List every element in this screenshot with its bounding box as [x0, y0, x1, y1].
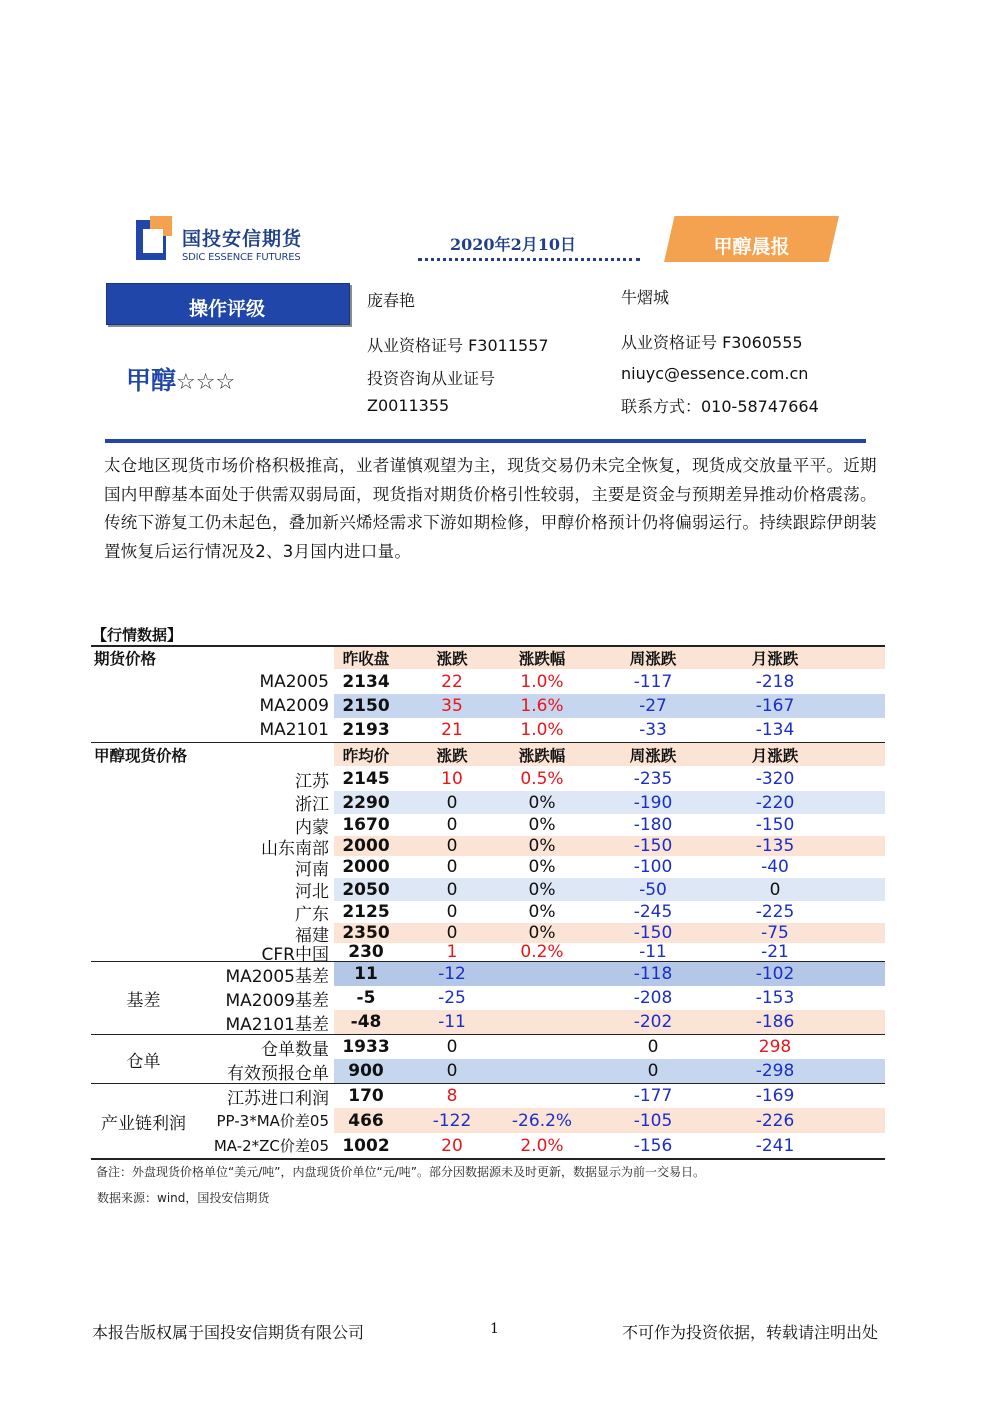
row-month: -241: [755, 1135, 795, 1156]
row-change: 35: [441, 696, 463, 716]
row-month: -218: [755, 672, 795, 692]
futures-header-row: [91, 647, 885, 669]
table-bottom-border: [91, 1158, 885, 1160]
table-row: [91, 1059, 885, 1083]
analyst-1-consult-label: 投资咨询从业证号: [367, 369, 496, 388]
row-week: -150: [633, 836, 673, 856]
row-month: -150: [755, 815, 795, 835]
row-change-pct: [499, 962, 585, 986]
table-row: [91, 962, 885, 986]
spot-section-name: 甲醇现货价格: [94, 746, 188, 765]
row-change-pct: 0%: [528, 815, 556, 835]
row-label: 河北: [295, 882, 329, 902]
row-change-pct: 0.2%: [520, 942, 564, 962]
analyst-2-phone: 联系方式：010-58747664: [621, 397, 819, 416]
row-week: -177: [633, 1086, 673, 1106]
table-row: [91, 878, 885, 901]
col-close: 昨收盘: [342, 650, 390, 668]
row-week: -245: [633, 902, 673, 922]
row-label: 仓单数量: [261, 1039, 329, 1060]
row-label: 浙江: [295, 795, 329, 815]
row-label: MA2005基差: [225, 966, 329, 987]
row-label: 江苏: [295, 771, 329, 792]
table-row: [91, 942, 885, 965]
row-week: -11: [639, 942, 667, 962]
row-change-pct: 0%: [528, 923, 556, 943]
col-change: 涨跌: [436, 746, 468, 765]
row-week: -235: [633, 769, 673, 789]
col-change-pct: 涨跌幅: [518, 746, 566, 765]
row-change: 0: [446, 815, 458, 835]
row-price: 2350: [342, 923, 390, 943]
row-month: -153: [755, 988, 795, 1008]
logo-mark-icon: [136, 216, 172, 264]
row-month: 0: [769, 879, 781, 900]
row-month: -102: [755, 964, 795, 984]
table-row: [91, 1010, 885, 1034]
row-week: -50: [639, 879, 667, 900]
row-week: -156: [633, 1135, 673, 1156]
row-month: -220: [755, 792, 795, 813]
row-value: 1002: [342, 1135, 390, 1156]
row-month: 298: [758, 1037, 792, 1057]
col-month: 月涨跌: [751, 746, 799, 765]
row-week: -190: [633, 792, 673, 813]
row-value: 1933: [342, 1037, 390, 1057]
row-label: 有效预报仓单: [227, 1063, 329, 1084]
table-row: [91, 923, 885, 946]
row-label: CFR中国: [261, 944, 329, 965]
row-week: -208: [633, 988, 673, 1008]
row-change-pct: [499, 1059, 585, 1083]
table-row: [91, 1035, 885, 1059]
row-label: MA-2*ZC价差05: [213, 1137, 329, 1155]
row-change-pct: 1.6%: [520, 696, 564, 716]
logo-text-cn: 国投安信期货: [182, 228, 303, 250]
row-value: 170: [348, 1086, 384, 1106]
report-tag-title: 甲醇晨报: [713, 236, 790, 258]
footer-disclaimer: 不可作为投资依据，转载请注明出处: [622, 1323, 879, 1342]
row-change: 0: [446, 792, 458, 813]
row-close: 2134: [342, 672, 390, 692]
row-change-pct: -26.2%: [511, 1110, 573, 1131]
col-week: 周涨跌: [629, 650, 677, 668]
row-week: -118: [633, 964, 673, 984]
row-change: 10: [441, 769, 463, 789]
row-week: -33: [639, 720, 667, 740]
row-month: -225: [755, 902, 795, 922]
product-name: 甲醇: [126, 366, 177, 395]
row-label: MA2009基差: [225, 990, 329, 1011]
rating-title: 操作评级: [188, 298, 265, 320]
row-close: 2150: [342, 696, 390, 716]
row-price: 2000: [342, 836, 390, 856]
row-week: 0: [647, 1061, 659, 1081]
row-label: PP-3*MA价差05: [216, 1112, 329, 1130]
table-row: [91, 901, 885, 923]
row-change-pct: 0%: [528, 792, 556, 813]
row-change-pct: [499, 1010, 585, 1034]
market-summary: 太仓地区现货市场价格积极推高，业者谨慎观望为主，现货交易仍未完全恢复，现货成交放量平平。近期国内甲醇基本面处于供需双弱局面，现货指对期货价格引性较弱，主要是资金与预期差异推动价格震荡。传统下游复工仍未起色，叠加新兴烯烃需求下游如期检修，甲醇价格预计仍将偏弱运行。持续跟踪伊朗装置恢复后运行情况及2、3月国内进口量。: [104, 456, 877, 561]
data-source: 数据来源：wind，国投安信期货: [97, 1191, 270, 1205]
col-change: 涨跌: [436, 650, 468, 668]
row-label: 河南: [295, 859, 329, 880]
analyst-2-name: 牛熠城: [621, 288, 670, 307]
table-row: [91, 767, 885, 791]
date-underline: [418, 258, 640, 261]
row-week: -105: [633, 1110, 673, 1131]
row-change: 0: [446, 879, 458, 900]
row-value: 11: [354, 964, 378, 984]
row-month: -134: [755, 720, 795, 740]
table-row: [91, 836, 885, 859]
row-price: 2050: [342, 879, 390, 900]
row-month: -298: [755, 1061, 795, 1081]
product-rating: [126, 361, 235, 397]
row-change: 1: [446, 942, 458, 962]
row-value: 466: [348, 1110, 384, 1131]
row-week: -27: [639, 696, 667, 716]
row-change: 0: [446, 857, 458, 877]
row-change-pct: 2.0%: [520, 1135, 564, 1156]
row-change-pct: 0.5%: [520, 769, 564, 789]
table-row: [91, 791, 885, 814]
group-label-profit: 产业链利润: [101, 1113, 186, 1134]
logo-text-en: SDIC ESSENCE FUTURES: [182, 252, 301, 263]
row-change: 8: [446, 1086, 458, 1106]
row-label: 广东: [295, 904, 329, 925]
company-logo: [136, 216, 306, 268]
row-price: 2290: [342, 792, 390, 813]
row-change: -12: [438, 964, 466, 984]
table-row: [91, 814, 885, 836]
analyst-2-email[interactable]: niuyc@essence.com.cn: [621, 364, 809, 383]
table-row: [91, 1084, 885, 1108]
rating-stars: ☆☆☆: [176, 370, 236, 395]
row-label: 山东南部: [261, 838, 329, 859]
group-label-warrant: 仓单: [126, 1051, 161, 1072]
row-change-pct: 1.0%: [520, 720, 564, 740]
row-month: -40: [761, 857, 789, 877]
row-value: 900: [348, 1061, 384, 1081]
analyst-2-cert: 从业资格证号 F3060555: [621, 333, 803, 352]
row-change: 20: [441, 1135, 463, 1156]
analyst-1-name: 庞春艳: [367, 291, 416, 310]
row-change-pct: [499, 1035, 585, 1059]
row-month: -75: [761, 923, 789, 943]
row-value: -5: [356, 988, 376, 1008]
table-row: [91, 694, 885, 718]
page-number: 1: [490, 1321, 499, 1337]
futures-section-name: 期货价格: [94, 650, 157, 668]
section-divider: [105, 439, 866, 443]
row-month: -186: [755, 1012, 795, 1032]
col-week: 周涨跌: [629, 746, 677, 765]
table-row: [91, 670, 885, 694]
footer-copyright: 本报告版权属于国投安信期货有限公司: [92, 1323, 365, 1342]
row-change: 22: [441, 672, 463, 692]
table-row: [91, 856, 885, 878]
row-price: 2145: [342, 769, 390, 789]
group-label-basis: 基差: [126, 990, 161, 1011]
row-change: 21: [441, 720, 463, 740]
row-label: MA2101基差: [225, 1014, 329, 1035]
col-month: 月涨跌: [751, 650, 799, 668]
row-label: 福建: [295, 925, 329, 946]
market-data-title: 【行情数据】: [92, 626, 183, 644]
row-label: 江苏进口利润: [227, 1088, 329, 1109]
row-change-pct: 0%: [528, 879, 556, 900]
row-change: 0: [446, 1061, 458, 1081]
row-week: -150: [633, 923, 673, 943]
row-change: 0: [446, 1037, 458, 1057]
row-price: 1670: [342, 815, 390, 835]
table-row: [91, 986, 885, 1010]
row-week: -202: [633, 1012, 673, 1032]
col-avg: 昨均价: [342, 746, 390, 765]
row-change: 0: [446, 902, 458, 922]
table-remark: 备注：外盘现货价格单位“美元/吨”，内盘现货价单位“元/吨”。部分因数据源未及时更新，数据显示为前一交易日。: [96, 1165, 705, 1179]
row-label: MA2005: [259, 672, 329, 692]
row-change-pct: [499, 1084, 585, 1108]
row-label: MA2101: [259, 720, 329, 740]
col-change-pct: 涨跌幅: [518, 650, 566, 668]
row-label: 内蒙: [295, 817, 329, 838]
row-close: 2193: [342, 720, 390, 740]
analyst-1-cert: 从业资格证号 F3011557: [367, 336, 549, 355]
row-month: -169: [755, 1086, 795, 1106]
table-row: [91, 718, 885, 742]
row-price: 2000: [342, 857, 390, 877]
row-label: MA2009: [259, 696, 329, 716]
row-price: 2125: [342, 902, 390, 922]
row-change: -122: [432, 1110, 472, 1131]
table-row: [91, 1108, 885, 1133]
analyst-1-consult-no: Z0011355: [367, 396, 450, 415]
row-month: -320: [755, 769, 795, 789]
row-change-pct: 1.0%: [520, 672, 564, 692]
row-value: -48: [350, 1012, 382, 1032]
table-row: [91, 1133, 885, 1158]
row-month: -21: [761, 942, 789, 962]
row-change: -25: [438, 988, 466, 1008]
row-week: -117: [633, 672, 673, 692]
row-month: -167: [755, 696, 795, 716]
row-change-pct: [499, 986, 585, 1010]
spot-header-row: [91, 743, 885, 766]
report-date: 2020年2月10日: [450, 235, 576, 254]
row-week: -100: [633, 857, 673, 877]
row-month: -135: [755, 836, 795, 856]
row-change-pct: 0%: [528, 836, 556, 856]
row-change: 0: [446, 923, 458, 943]
row-week: -180: [633, 815, 673, 835]
row-change: 0: [446, 836, 458, 856]
row-change-pct: 0%: [528, 857, 556, 877]
row-week: 0: [647, 1037, 659, 1057]
row-change-pct: 0%: [528, 902, 556, 922]
row-month: -226: [755, 1110, 795, 1131]
row-price: 230: [348, 942, 384, 962]
row-change: -11: [438, 1012, 466, 1032]
